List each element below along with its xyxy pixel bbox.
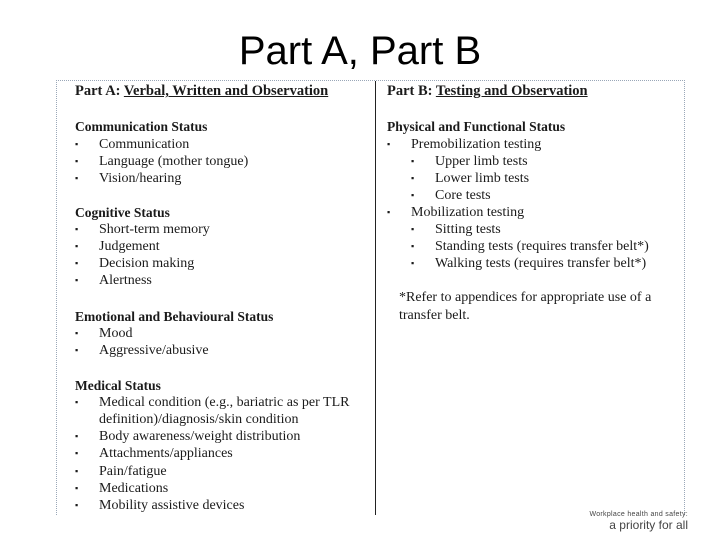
bullet-icon: ▪ xyxy=(75,258,79,268)
bullet-icon: ▪ xyxy=(75,328,79,338)
part-b-heading-prefix: Part B: xyxy=(387,83,433,99)
bullet-icon: ▪ xyxy=(75,483,79,493)
bullet-icon: ▪ xyxy=(411,258,415,268)
part-b-heading-title: Testing and Observation xyxy=(435,83,588,99)
bullet-icon: ▪ xyxy=(75,241,79,251)
bullet-icon: ▪ xyxy=(411,156,415,166)
bullet-icon: ▪ xyxy=(75,156,79,166)
cognitive-status-title: Cognitive Status xyxy=(75,205,170,220)
bullet-icon: ▪ xyxy=(75,275,79,285)
note-line: *Refer to appendices for appropriate use of a xyxy=(399,290,652,305)
note-line: transfer belt. xyxy=(399,308,470,323)
bullet-icon: ▪ xyxy=(411,173,415,183)
bullet-icon: ▪ xyxy=(75,397,79,407)
bullet-icon: ▪ xyxy=(411,241,415,251)
footer-tagline: Workplace health and safety: xyxy=(589,511,688,518)
bullet-icon: ▪ xyxy=(75,345,79,355)
communication-status-title: Communication Status xyxy=(75,119,208,134)
emotional-status-title: Emotional and Behavioural Status xyxy=(75,309,274,324)
bullet-icon: ▪ xyxy=(75,431,79,441)
part-a-heading-prefix: Part A: xyxy=(75,83,121,99)
part-a-heading xyxy=(75,83,328,100)
slide-title: Part A, Part B xyxy=(238,29,482,73)
bullet-icon: ▪ xyxy=(411,224,415,234)
column-divider xyxy=(375,81,376,515)
bullet-icon: ▪ xyxy=(411,190,415,200)
bullet-icon: ▪ xyxy=(387,207,391,217)
physical-functional-status-title: Physical and Functional Status xyxy=(387,119,566,134)
bullet-icon: ▪ xyxy=(387,139,391,149)
medical-status-title: Medical Status xyxy=(75,378,161,393)
bullet-icon: ▪ xyxy=(75,466,79,476)
footer-slogan: a priority for all xyxy=(609,518,688,532)
bullet-icon: ▪ xyxy=(75,448,79,458)
part-b-heading xyxy=(387,83,588,100)
transfer-belt-note xyxy=(399,289,651,325)
bullet-icon: ▪ xyxy=(75,139,79,149)
part-a-heading-title: Verbal, Written and Observation xyxy=(123,83,329,99)
bullet-icon: ▪ xyxy=(75,224,79,234)
document-table: Part A: Verbal, Written and Observation Communication Status ▪ Communication ▪ Language (mother tongue) ▪ Vision/hearing Cognitive Status ▪ Short-term memory ▪ Judgement ▪ Decision making ▪ Alertness Emotional and Behavioural Status ▪ Mood ▪ Aggressive/abusive Medical Status ▪ Medical condition (e.g., bariatric as per TLR definition)/diagnosis/skin condition ▪ Body awareness/weight distribution ▪ Attachments/appliances ▪ Pain/fatigue ▪ Medications ▪ Mobility assistive devices Part B: Testing and Observation Physical and Functional Status ▪ Premobilization testing ▪ Upper limb tests ▪ Lower limb tests ▪ Core tests ▪ Mobilization testing ▪ Sitting tests ▪ Standing tests (requires transfer belt*) ▪ Walking tests (requires transfer belt*) *Refer to appendices for appropriate use of a transfer belt. xyxy=(56,80,685,515)
footer-logo xyxy=(589,510,688,532)
bullet-icon: ▪ xyxy=(75,173,79,183)
list-item-continuation: definition)/diagnosis/skin condition xyxy=(99,412,299,427)
bullet-icon: ▪ xyxy=(75,500,79,510)
